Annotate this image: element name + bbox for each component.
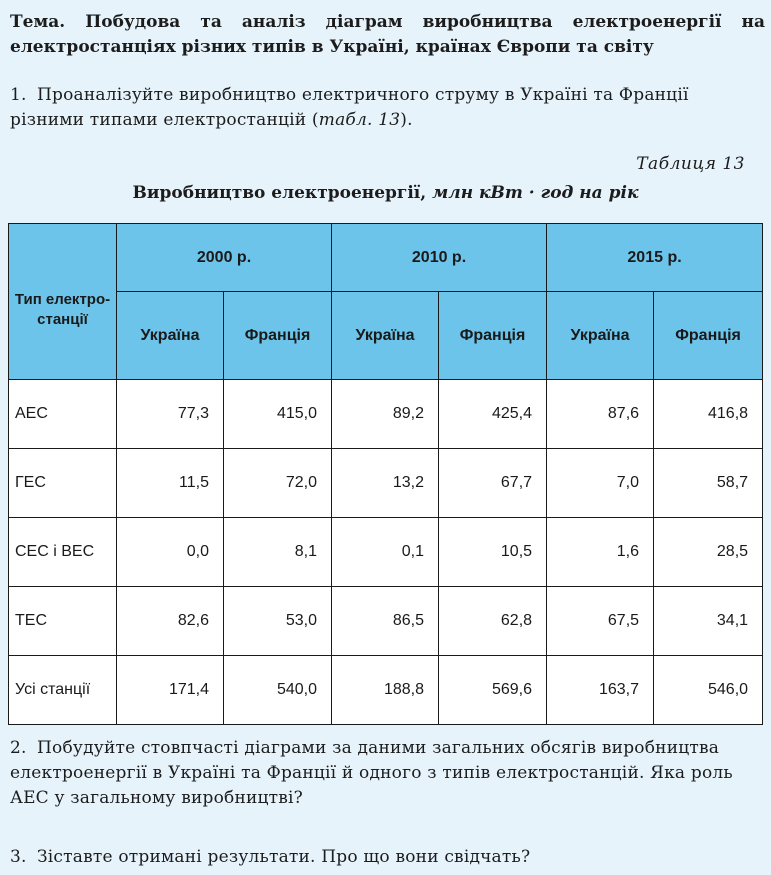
table-title-unit: млн кВт · год на рік	[432, 183, 639, 203]
row-label: ТЕС	[9, 587, 117, 656]
country-header: Франція	[439, 292, 547, 380]
table-row	[9, 380, 763, 449]
task-1-table-ref: табл. 13	[318, 110, 401, 130]
table-row	[9, 518, 763, 587]
type-header: Тип електро-станції	[9, 224, 117, 380]
country-header: Україна	[117, 292, 224, 380]
table-cell: 72,0	[224, 449, 332, 518]
table-cell: 171,4	[117, 656, 224, 725]
task-1-end: ).	[400, 110, 413, 130]
row-label: ГЕС	[9, 449, 117, 518]
task-2	[10, 736, 762, 811]
table-cell: 28,5	[654, 518, 763, 587]
row-label: СЕС і ВЕС	[9, 518, 117, 587]
table-row	[9, 587, 763, 656]
table-cell: 1,6	[547, 518, 654, 587]
table-cell: 425,4	[439, 380, 547, 449]
year-header: 2010 р.	[332, 224, 547, 292]
table-cell: 58,7	[654, 449, 763, 518]
year-header: 2000 р.	[117, 224, 332, 292]
table-cell: 11,5	[117, 449, 224, 518]
table-cell: 163,7	[547, 656, 654, 725]
country-header: Україна	[547, 292, 654, 380]
task-3-number: 3.	[10, 847, 27, 867]
year-header: 2015 р.	[547, 224, 763, 292]
task-2-number: 2.	[10, 738, 27, 758]
table-cell: 34,1	[654, 587, 763, 656]
table-title	[0, 183, 771, 203]
country-header: Україна	[332, 292, 439, 380]
table-cell: 8,1	[224, 518, 332, 587]
table-cell: 67,5	[547, 587, 654, 656]
country-header: Франція	[654, 292, 763, 380]
task-3-text: Зіставте отримані результати. Про що вони свідчать?	[37, 847, 531, 867]
table-cell: 53,0	[224, 587, 332, 656]
table-cell: 10,5	[439, 518, 547, 587]
table-cell: 7,0	[547, 449, 654, 518]
table-cell: 188,8	[332, 656, 439, 725]
task-2-text: Побудуйте стовпчасті діаграми за даними загальних обсягів виробництва електроенергії в Україні та Франції й одного з типів електростанцій. Яка роль АЕС у загальному виробництві?	[10, 738, 733, 808]
table-cell: 82,6	[117, 587, 224, 656]
table-row	[9, 656, 763, 725]
task-3	[10, 845, 762, 870]
table-cell: 13,2	[332, 449, 439, 518]
topic-heading: Тема. Побудова та аналіз діаграм виробництва електроенергії на електростанціях різних типів в Україні, країнах Європи та світу	[10, 12, 765, 57]
table-cell: 86,5	[332, 587, 439, 656]
task-1-number: 1.	[10, 85, 27, 105]
table-cell: 87,6	[547, 380, 654, 449]
table-cell: 67,7	[439, 449, 547, 518]
table-cell: 546,0	[654, 656, 763, 725]
country-header: Франція	[224, 292, 332, 380]
table-cell: 77,3	[117, 380, 224, 449]
row-label: Усі станції	[9, 656, 117, 725]
table-cell: 0,0	[117, 518, 224, 587]
table-cell: 416,8	[654, 380, 763, 449]
task-1	[10, 83, 762, 133]
table-cell: 0,1	[332, 518, 439, 587]
table-cell: 62,8	[439, 587, 547, 656]
task-1-text: Проаналізуйте виробництво електричного струму в Україні та Франції різними типами електростанцій (	[10, 85, 689, 130]
table-row	[9, 449, 763, 518]
table-cell: 540,0	[224, 656, 332, 725]
table-cell: 89,2	[332, 380, 439, 449]
table-title-main: Виробництво електроенергії,	[132, 183, 433, 203]
table-cell: 569,6	[439, 656, 547, 725]
table-cell: 415,0	[224, 380, 332, 449]
row-label: АЕС	[9, 380, 117, 449]
production-table	[8, 223, 763, 725]
table-caption: Таблиця 13	[636, 154, 745, 174]
